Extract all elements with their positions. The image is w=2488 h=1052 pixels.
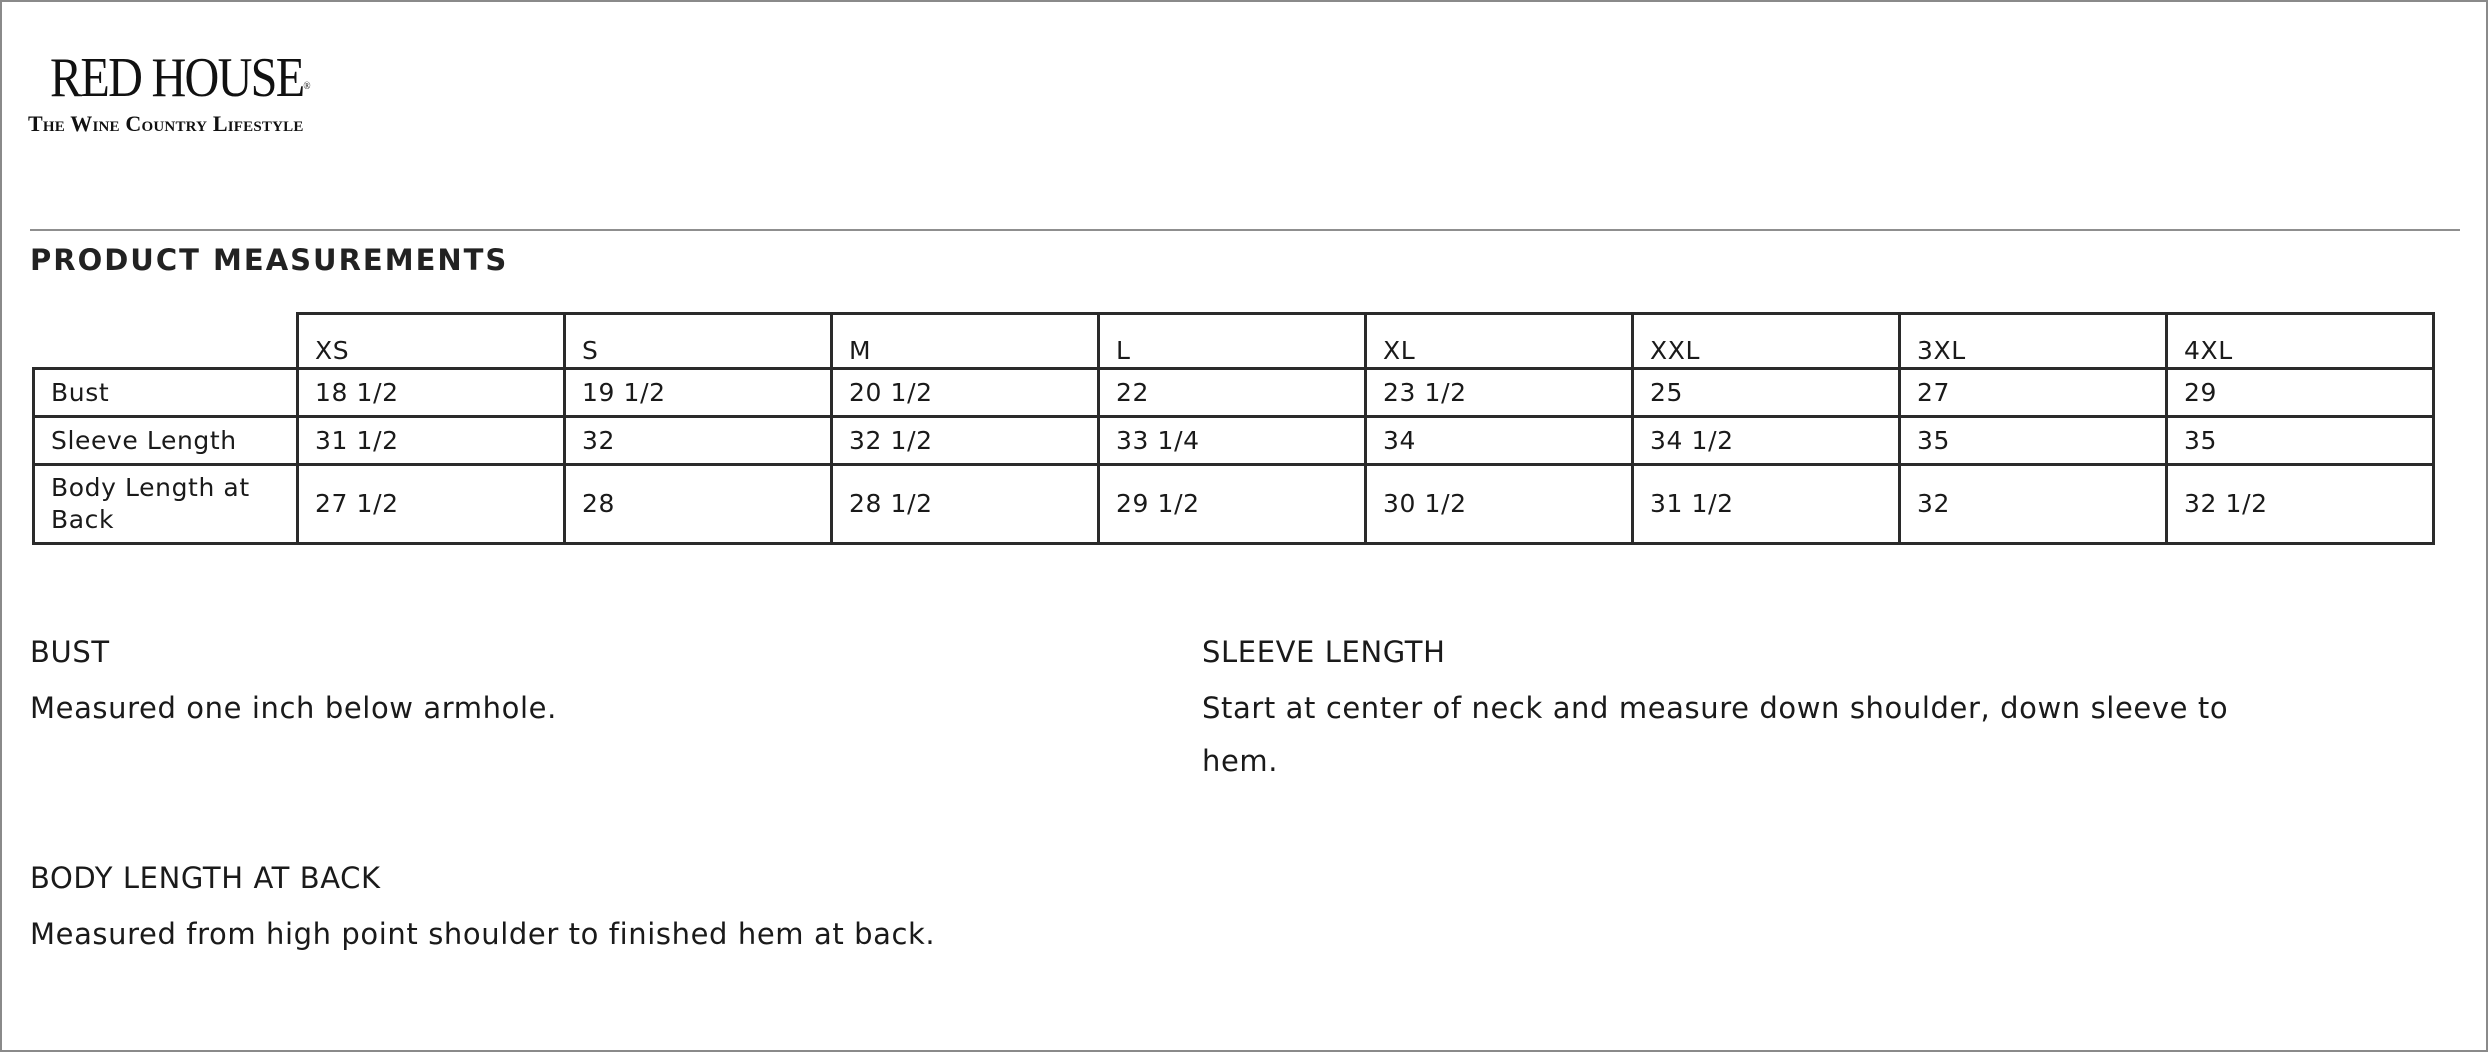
row-label: Sleeve Length <box>34 417 298 465</box>
definition-text: Measured one inch below armhole. <box>30 691 557 725</box>
row-label: Bust <box>34 369 298 417</box>
table-cell: 31 1/2 <box>1633 465 1900 544</box>
table-cell: 20 1/2 <box>832 369 1099 417</box>
brand-logo <box>28 48 368 136</box>
table-cell: 29 1/2 <box>1099 465 1366 544</box>
table-cell: 35 <box>2167 417 2434 465</box>
table-row <box>34 417 2434 465</box>
row-label: Body Length at Back <box>34 465 298 544</box>
table-row <box>34 465 2434 544</box>
table-cell: 29 <box>2167 369 2434 417</box>
column-header: S <box>565 314 832 369</box>
table-cell: 30 1/2 <box>1366 465 1633 544</box>
definition-text: Start at center of neck and measure down shoulder, down sleeve to hem. <box>1202 691 2229 778</box>
table-cell: 18 1/2 <box>298 369 565 417</box>
column-header: L <box>1099 314 1366 369</box>
table-cell: 34 1/2 <box>1633 417 1900 465</box>
table-cell: 32 <box>565 417 832 465</box>
table-cell: 32 <box>1900 465 2167 544</box>
table-cell: 31 1/2 <box>298 417 565 465</box>
header-divider <box>30 229 2460 231</box>
column-header: 4XL <box>2167 314 2434 369</box>
column-header: M <box>832 314 1099 369</box>
table-cell: 22 <box>1099 369 1366 417</box>
table-cell: 23 1/2 <box>1366 369 1633 417</box>
table-cell: 25 <box>1633 369 1900 417</box>
brand-tagline: The Wine Country Lifestyle <box>28 111 304 136</box>
table-cell: 28 1/2 <box>832 465 1099 544</box>
sleeve-length-definition <box>1202 632 2312 788</box>
definition-heading: SLEEVE LENGTH <box>1202 635 1446 669</box>
column-header: XL <box>1366 314 1633 369</box>
table-cell: 33 1/4 <box>1099 417 1366 465</box>
body-length-definition <box>30 858 1230 961</box>
measurements-table <box>32 312 2435 545</box>
table-cell: 32 1/2 <box>2167 465 2434 544</box>
bust-definition <box>30 632 1130 735</box>
table-cell: 27 1/2 <box>298 465 565 544</box>
trademark-mark: ® <box>303 80 311 92</box>
brand-name: RED HOUSE® <box>50 47 311 109</box>
table-cell: 34 <box>1366 417 1633 465</box>
column-header: 3XL <box>1900 314 2167 369</box>
column-header: XS <box>298 314 565 369</box>
page-title: PRODUCT MEASUREMENTS <box>30 243 509 277</box>
table-header-row <box>34 314 2434 369</box>
definition-heading: BUST <box>30 635 110 669</box>
definition-text: Measured from high point shoulder to finished hem at back. <box>30 917 936 951</box>
table-cell: 32 1/2 <box>832 417 1099 465</box>
column-header: XXL <box>1633 314 1900 369</box>
table-cell: 27 <box>1900 369 2167 417</box>
table-corner <box>34 314 298 369</box>
definition-heading: BODY LENGTH AT BACK <box>30 861 381 895</box>
table-cell: 35 <box>1900 417 2167 465</box>
table-cell: 19 1/2 <box>565 369 832 417</box>
table-cell: 28 <box>565 465 832 544</box>
table-row <box>34 369 2434 417</box>
